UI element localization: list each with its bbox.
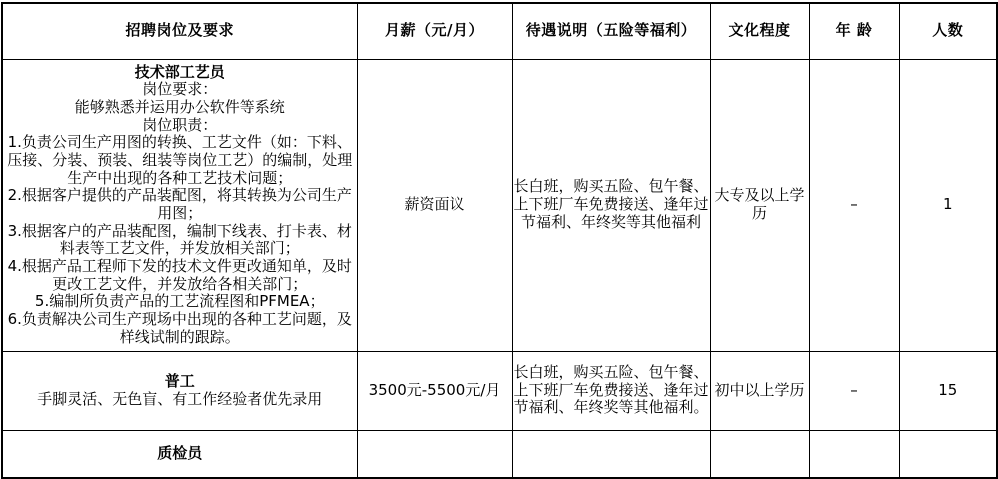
position-cell bbox=[2, 59, 357, 351]
education-cell: 大专及以上学历 bbox=[710, 59, 809, 351]
recruitment-table bbox=[1, 2, 998, 479]
col-header-headcount: 人数 bbox=[899, 3, 997, 59]
col-header-age: 年 龄 bbox=[809, 3, 899, 59]
headcount-cell: 15 bbox=[899, 351, 997, 430]
col-header-position: 招聘岗位及要求 bbox=[2, 3, 357, 59]
headcount-cell bbox=[899, 430, 997, 478]
benefits-cell: 长白班，购买五险、包午餐、上下班厂车免费接送、逢年过节福利、年终奖等其他福利 bbox=[512, 59, 710, 351]
age-cell: – bbox=[809, 59, 899, 351]
position-cell bbox=[2, 351, 357, 430]
education-cell: 初中以上学历 bbox=[710, 351, 809, 430]
education-cell bbox=[710, 430, 809, 478]
headcount-cell: 1 bbox=[899, 59, 997, 351]
recruitment-table-viewport bbox=[0, 2, 997, 462]
table-row-general-worker bbox=[2, 351, 997, 430]
col-header-benefits: 待遇说明（五险等福利） bbox=[512, 3, 710, 59]
salary-cell bbox=[357, 430, 512, 478]
position-cell bbox=[2, 430, 357, 478]
age-cell: – bbox=[809, 351, 899, 430]
job-requirements: 岗位要求： 能够熟悉并运用办公软件等系统 岗位职责： 1.负责公司生产用图的转换、工艺文件（如：下料、压接、分装、预装、组装等岗位工艺）的编制，处理生产中出现的各种工艺技术问题； 2.根据客户提供的产品装配图，将其转换为公司生产用图； 3.根据客户的产品装配图，编制下线表、打卡表、材料表等工艺文件，并发放相关部门； 4.根据产品工程师下发的技术文件更改通知单，及时更改工艺文件，并发放给各相关部门； 5.编制所负责产品的工艺流程图和PFMEA； 6.负责解决公司生产现场中出现的各种工艺问题，及样线试制的跟踪。 bbox=[7, 80, 353, 346]
salary-cell: 3500元-5500元/月 bbox=[357, 351, 512, 430]
table-row-technician bbox=[2, 59, 997, 351]
salary-cell: 薪资面议 bbox=[357, 59, 512, 351]
age-cell bbox=[809, 430, 899, 478]
job-title: 普工 bbox=[164, 371, 195, 390]
job-title: 技术部工艺员 bbox=[134, 62, 225, 81]
col-header-salary: 月薪（元/月） bbox=[357, 3, 512, 59]
benefits-cell: 长白班，购买五险、包午餐、上下班厂车免费接送、逢年过节福利、年终奖等其他福利。 bbox=[512, 351, 710, 430]
table-row-clipped bbox=[2, 430, 997, 478]
job-requirements: 手脚灵活、无色盲、有工作经验者优先录用 bbox=[37, 389, 323, 408]
table-header-row bbox=[2, 3, 997, 59]
job-title: 质检员 bbox=[157, 443, 203, 462]
benefits-cell bbox=[512, 430, 710, 478]
col-header-education: 文化程度 bbox=[710, 3, 809, 59]
